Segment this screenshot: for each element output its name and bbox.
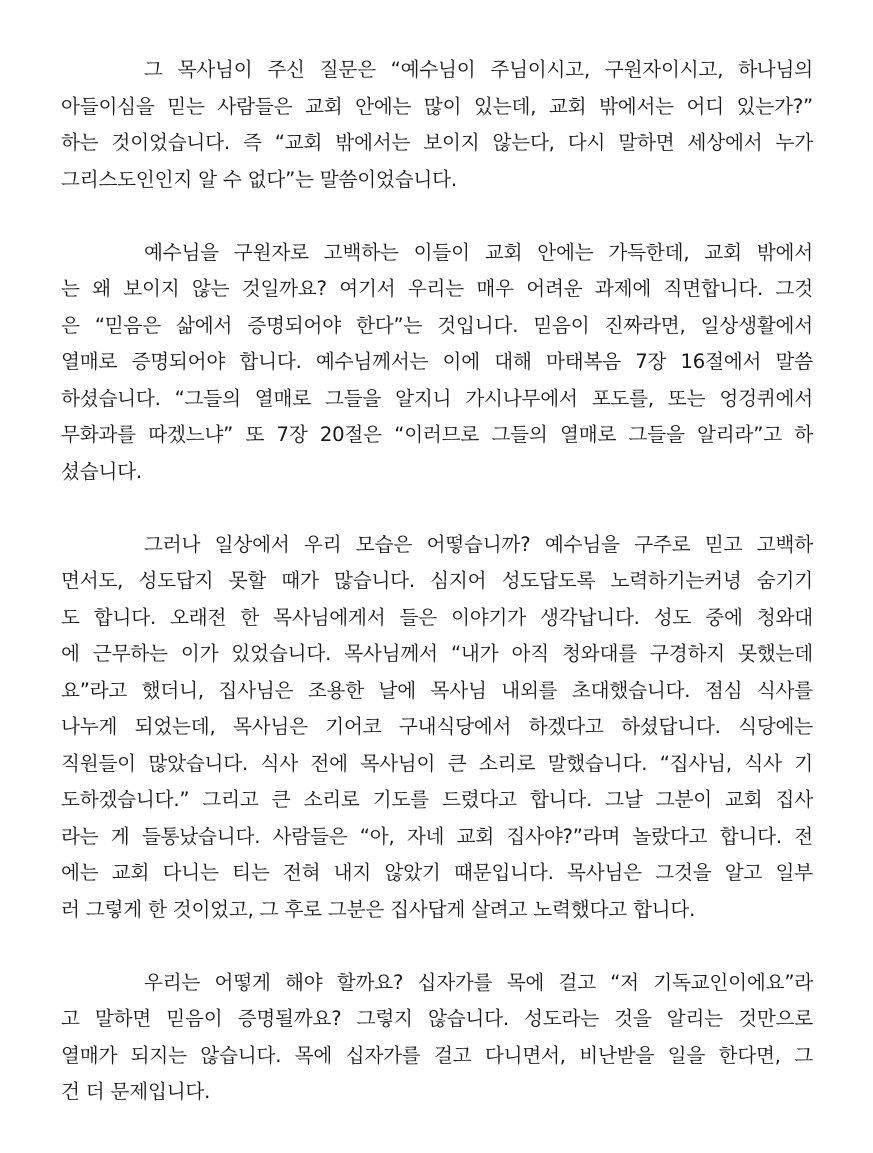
text-line: 건 더 문제입니다. [61, 1080, 211, 1103]
text-line: 열매로 증명되어야 합니다. 예수님께서는 이에 대해 마태복음 7장 16절에서 말씀 [61, 350, 813, 373]
paragraph-2 [61, 235, 813, 491]
text-line: 는 왜 보이지 않는 것일까요? 여기서 우리는 매우 어려운 과제에 직면합니다. 그것 [61, 277, 813, 300]
text-line: 하셨습니다. “그들의 열매로 그들을 알지니 가시나무에서 포도를, 또는 엉겅퀴에서 [61, 386, 813, 410]
text-line: 예수님을 구원자로 고백하는 이들이 교회 안에는 가득한데, 교회 밖에서 [144, 240, 813, 264]
text-line: 에는 교회 다니는 티는 전혀 내지 않았기 때문입니다. 목사님은 그것을 알고 일부 [61, 861, 813, 884]
text-line: 열매가 되지는 않습니다. 목에 십자가를 걸고 다니면서, 비난받을 일을 한다면, 그 [61, 1043, 813, 1067]
text-line: 그 목사님이 주신 질문은 “예수님이 주님이시고, 구원자이시고, 하나님의 [144, 58, 813, 81]
text-line: 도 합니다. 오래전 한 목사님에게서 들은 이야기가 생각납니다. 성도 중에 청와대 [61, 605, 813, 629]
text-line: 도하겠습니다.” 그리고 큰 소리로 기도를 드렸다고 합니다. 그날 그분이 교회 집사 [61, 788, 813, 811]
paragraph-4 [61, 965, 813, 1111]
document-page [61, 52, 813, 1147]
text-line: 그러나 일상에서 우리 모습은 어떻습니까? 예수님을 구주로 믿고 고백하 [144, 532, 813, 556]
paragraph-1 [61, 52, 813, 198]
text-line: 에 근무하는 이가 있었습니다. 목사님께서 “내가 아직 청와대를 구경하지 못했는데 [61, 642, 813, 665]
text-line: 나누게 되었는데, 목사님은 기어코 구내식당에서 하겠다고 하셨답니다. 식당에는 [61, 715, 813, 738]
text-line: 아들이심을 믿는 사람들은 교회 안에는 많이 있는데, 교회 밖에서는 어디 있는가?” [61, 94, 813, 118]
text-line: 그리스도인인지 알 수 없다”는 말씀이었습니다. [61, 167, 457, 191]
text-line: 직원들이 많았습니다. 식사 전에 목사님이 큰 소리로 말했습니다. “집사님, 식사 기 [61, 751, 813, 775]
text-line: 셨습니다. [61, 459, 142, 483]
text-line: 면서도, 성도답지 못할 때가 많습니다. 심지어 성도답도록 노력하기는커녕 숨기기 [61, 569, 813, 592]
text-line: 우리는 어떻게 해야 할까요? 십자가를 목에 걸고 “저 기독교인이에요”라 [144, 970, 813, 994]
text-line: 고 말하면 믿음이 증명될까요? 그렇지 않습니다. 성도라는 것을 알리는 것만으로 [61, 1007, 813, 1030]
text-line: 요”라고 했더니, 집사님은 조용한 날에 목사님 내외를 초대했습니다. 점심 식사를 [61, 678, 813, 702]
text-line: 무화과를 따겠느냐” 또 7장 20절은 “이러므로 그들의 열매로 그들을 알리라”고 하 [61, 423, 813, 446]
text-line: 라는 게 들통났습니다. 사람들은 “아, 자네 교회 집사야?”라며 놀랐다고 합니다. 전 [61, 824, 813, 848]
text-line: 하는 것이었습니다. 즉 “교회 밖에서는 보이지 않는다, 다시 말하면 세상에서 누가 [61, 131, 813, 154]
text-line: 러 그렇게 한 것이었고, 그 후로 그분은 집사답게 살려고 노력했다고 합니다. [61, 897, 696, 921]
text-line: 은 “믿음은 삶에서 증명되어야 한다”는 것입니다. 믿음이 진짜라면, 일상생활에서 [61, 313, 813, 337]
paragraph-3 [61, 527, 813, 929]
